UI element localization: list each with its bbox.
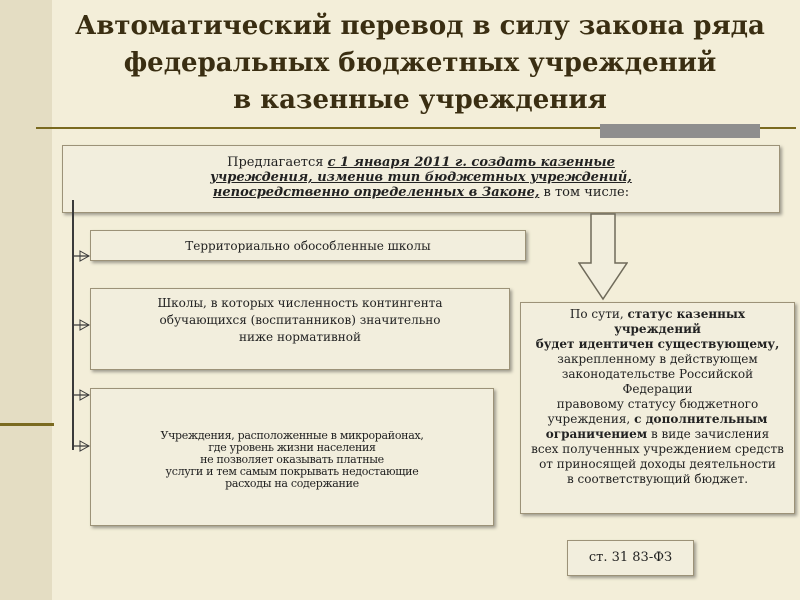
proposal-prefix: Предлагается [227, 155, 328, 170]
bullet-arrow-icon [72, 440, 90, 452]
title-line-2: федеральных бюджетных учреждений [123, 48, 717, 78]
item-text: где уровень жизни населения [208, 441, 376, 454]
title-line-3: в казенные учреждения [233, 85, 607, 115]
item-box-microdistrict-institutions [90, 388, 494, 526]
essence-text: всех полученных учреждением средств [531, 442, 784, 456]
law-reference-box [567, 540, 694, 576]
essence-text: закрепленному в действующем [557, 352, 758, 366]
item-text: расходы на содержание [225, 477, 359, 490]
proposal-box [62, 145, 780, 213]
item-box-isolated-schools [90, 230, 526, 261]
proposal-underlined-1: с 1 января 2011 г. создать казенные [327, 155, 615, 170]
essence-text: законодательстве Российской [561, 367, 754, 381]
essence-text: По сути, [569, 307, 628, 321]
essence-bold-text: статус казенных [627, 307, 746, 321]
accent-bar [600, 124, 760, 138]
item-text: Школы, в которых численность контингента [157, 296, 443, 310]
bullet-arrow-icon [72, 389, 90, 401]
item-text: Территориально обособленные школы [185, 239, 431, 253]
bullet-arrow-icon [72, 319, 90, 331]
essence-box [520, 302, 795, 514]
proposal-underlined-2: учреждения, изменив тип бюджетных учреждений, [210, 170, 632, 185]
title-line-1: Автоматический перевод в силу закона ряда [75, 11, 765, 41]
law-reference: ст. 31 83-ФЗ [588, 550, 673, 565]
item-text: не позволяет оказывать платные [200, 453, 384, 466]
essence-bold-text: будет идентичен существующему, [535, 337, 780, 351]
essence-text: Федерации [622, 382, 693, 396]
item-text: ниже нормативной [239, 330, 361, 344]
bullet-arrow-icon [72, 250, 90, 262]
page-title [60, 8, 780, 119]
essence-text: в соответствующий бюджет. [566, 472, 749, 486]
item-text: Учреждения, расположенные в микрорайонах, [160, 429, 424, 442]
proposal-suffix: в том числе: [539, 185, 630, 200]
essence-bold-text: ограничением [545, 427, 648, 441]
proposal-underlined-3: непосредственно определенных в Законе, [212, 185, 540, 200]
essence-bold-text: учреждений [614, 322, 701, 336]
essence-text: учреждения, [547, 412, 635, 426]
sidebar-panel [0, 0, 52, 600]
item-box-small-schools [90, 288, 510, 370]
essence-text: правовому статусу бюджетного [556, 397, 759, 411]
essence-bold-text: с дополнительным [634, 412, 768, 426]
essence-text: от приносящей доходы деятельности [539, 457, 776, 471]
sidebar-rule [0, 423, 54, 426]
item-text: обучающихся (воспитанников) значительно [159, 313, 441, 327]
essence-text: в виде зачисления [647, 427, 770, 441]
item-text: услуги и тем самым покрывать недостающие [165, 465, 419, 478]
down-arrow-icon [578, 213, 628, 301]
